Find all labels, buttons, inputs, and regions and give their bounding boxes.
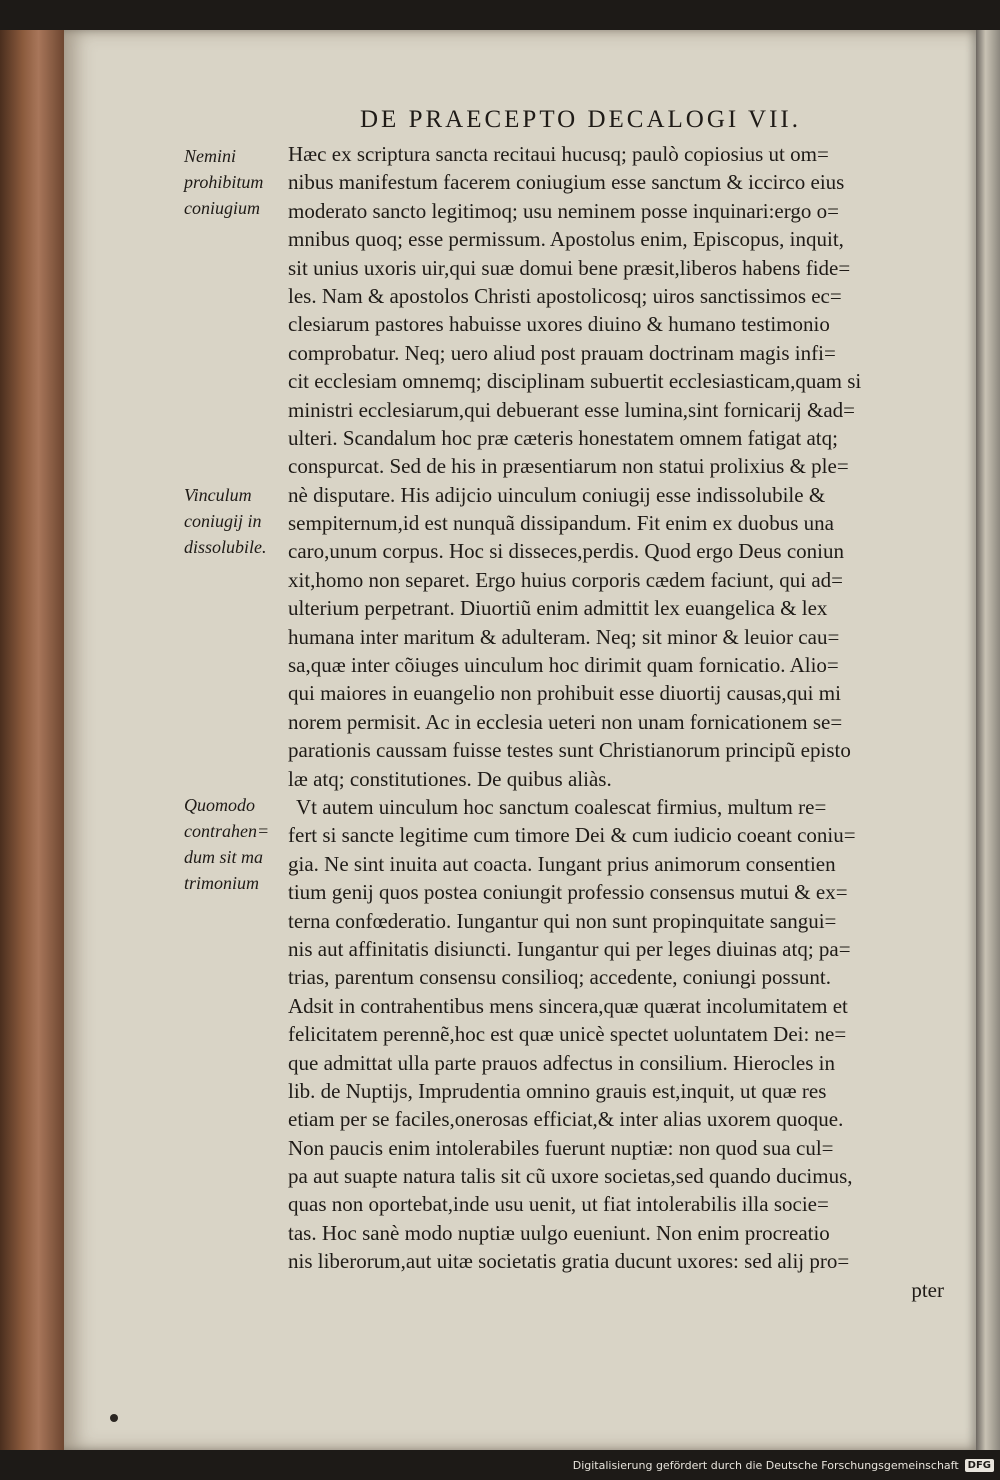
margin-note-3 bbox=[184, 792, 269, 896]
text-line: humana inter maritum & adulteram. Neq; sit minor & leuior cau= bbox=[288, 624, 840, 649]
text-line: etiam per se faciles,onerosas efficiat,& inter alias uxorem quoque. bbox=[288, 1107, 844, 1132]
margin-note-line: trimonium bbox=[184, 873, 260, 893]
running-header: DE PRAECEPTO DECALOGI VII. bbox=[360, 106, 801, 133]
text-line: les. Nam & apostolos Christi apostolicosq; uiros sanctissimos ec= bbox=[288, 283, 842, 308]
page-edge bbox=[976, 30, 1000, 1450]
text-line: sit unius uxoris uir,qui suæ domui bene præsit,liberos habens fide= bbox=[288, 255, 851, 280]
text-line: caro,unum corpus. Hoc si disseces,perdis. Quod ergo Deus coniun bbox=[288, 539, 844, 564]
text-line: ulteri. Scandalum hoc præ cæteris honestatem omnem fatigat atq; bbox=[288, 425, 838, 450]
margin-note-line: coniugij in bbox=[184, 511, 262, 531]
margin-note-line: coniugium bbox=[184, 198, 260, 218]
text-line: felicitatem perennẽ,hoc est quæ unicè spectet uoluntatem Dei: ne= bbox=[288, 1022, 847, 1047]
text-line: Adsit in contrahentibus mens sincera,quæ quærat incolumitatem et bbox=[288, 993, 848, 1018]
margin-note-line: Vinculum bbox=[184, 485, 252, 505]
margin-note-line: Nemini bbox=[184, 146, 236, 166]
catchword: pter bbox=[911, 1277, 944, 1302]
text-line: sempiternum,id est nunquã dissipandum. Fit enim ex duobus una bbox=[288, 511, 834, 536]
text-line: tium genij quos postea coniungit professio consensus mutui & ex= bbox=[288, 880, 848, 905]
text-line: Hæc ex scriptura sancta recitaui hucusq; paulò copiosius ut om= bbox=[288, 142, 829, 166]
text-line: nis liberorum,aut uitæ societatis gratia ducunt uxores: sed alij pro= bbox=[288, 1249, 850, 1274]
margin-note-line: contrahen= bbox=[184, 821, 270, 841]
text-line: fert si sancte legitime cum timore Dei & cum iudicio coeant coniu= bbox=[288, 823, 856, 848]
text-line: cit ecclesiam omnemq; disciplinam subuertit ecclesiasticam,quam si bbox=[288, 369, 862, 394]
margin-note-line: dum sit ma bbox=[184, 847, 264, 867]
margin-note-line: prohibitum bbox=[184, 172, 264, 192]
text-line: læ atq; constitutiones. De quibus aliàs. bbox=[288, 766, 612, 791]
text-line: xit,homo non separet. Ergo huius corporis cædem faciunt, qui ad= bbox=[288, 567, 844, 592]
ink-spot bbox=[110, 1414, 118, 1422]
text-line: Vt autem uinculum hoc sanctum coalescat firmius, multum re= bbox=[296, 794, 827, 819]
text-line: gia. Ne sint inuita aut coacta. Iungant prius animorum consentien bbox=[288, 851, 836, 876]
margin-note-line: Quomodo bbox=[184, 795, 255, 815]
text-line: mnibus quoq; esse permissum. Apostolus enim, Episcopus, inquit, bbox=[288, 227, 844, 252]
text-line: comprobatur. Neq; uero aliud post prauam doctrinam magis infi= bbox=[288, 340, 836, 365]
text-line: Non paucis enim intolerabiles fuerunt nuptiæ: non quod sua cul= bbox=[288, 1135, 834, 1160]
text-line: ulterium perpetrant. Diuortiũ enim admittit lex euangelica & lex bbox=[288, 596, 828, 621]
margin-note-2 bbox=[184, 482, 267, 560]
text-line: lib. de Nuptijs, Imprudentia omnino grauis est,inquit, ut quæ res bbox=[288, 1078, 827, 1103]
body-text bbox=[288, 140, 948, 1304]
digitization-credit bbox=[573, 1456, 994, 1474]
text-line: ministri ecclesiarum,qui debuerant esse lumina,sint fornicarij &ad= bbox=[288, 397, 856, 422]
text-line: qui maiores in euangelio non prohibuit esse diuortij causas,qui mi bbox=[288, 681, 841, 706]
text-line: norem permisit. Ac in ecclesia ueteri non unam fornicationem se= bbox=[288, 709, 843, 734]
text-line: parationis caussam fuisse testes sunt Christianorum principũ episto bbox=[288, 738, 851, 763]
text-line: terna confœderatio. Iungantur qui non sunt propinquitate sangui= bbox=[288, 908, 837, 933]
text-line: pa aut suapte natura talis sit cũ uxore societas,sed quando ducimus, bbox=[288, 1164, 853, 1189]
text-line: trias, parentum consensu consilioq; accedente, coniungi possunt. bbox=[288, 965, 831, 990]
text-line: tas. Hoc sanè modo nuptiæ uulgo eueniunt. Non enim procreatio bbox=[288, 1220, 830, 1245]
text-line: nis aut affinitatis disiuncti. Iungantur qui per leges diuinas atq; pa= bbox=[288, 936, 851, 961]
footer-text: Digitalisierung gefördert durch die Deutsche Forschungsgemeinschaft bbox=[572, 1458, 959, 1472]
text-line: nè disputare. His adijcio uinculum coniugij esse indissolubile & bbox=[288, 482, 826, 507]
text-line: nibus manifestum facerem coniugium esse sanctum & iccirco eius bbox=[288, 170, 845, 195]
text-line: quas non oportebat,inde usu uenit, ut fiat intolerabilis illa socie= bbox=[288, 1192, 829, 1217]
margin-note-1 bbox=[184, 143, 263, 221]
margin-note-line: dissolubile. bbox=[184, 537, 267, 557]
text-line: conspurcat. Sed de his in præsentiarum non statui prolixius & ple= bbox=[288, 454, 849, 479]
text-line: sa,quæ inter cõiuges uinculum hoc dirimit quam fornicatio. Alio= bbox=[288, 653, 839, 678]
dfg-logo-icon: DFG bbox=[965, 1459, 994, 1472]
text-line: moderato sancto legitimoq; usu neminem posse inquinari:ergo o= bbox=[288, 198, 839, 223]
text-line: que admittat ulla parte prauos adfectus in consilium. Hierocles in bbox=[288, 1050, 836, 1075]
book-spine bbox=[0, 30, 64, 1450]
text-line: clesiarum pastores habuisse uxores diuino & humano testimonio bbox=[288, 312, 830, 337]
